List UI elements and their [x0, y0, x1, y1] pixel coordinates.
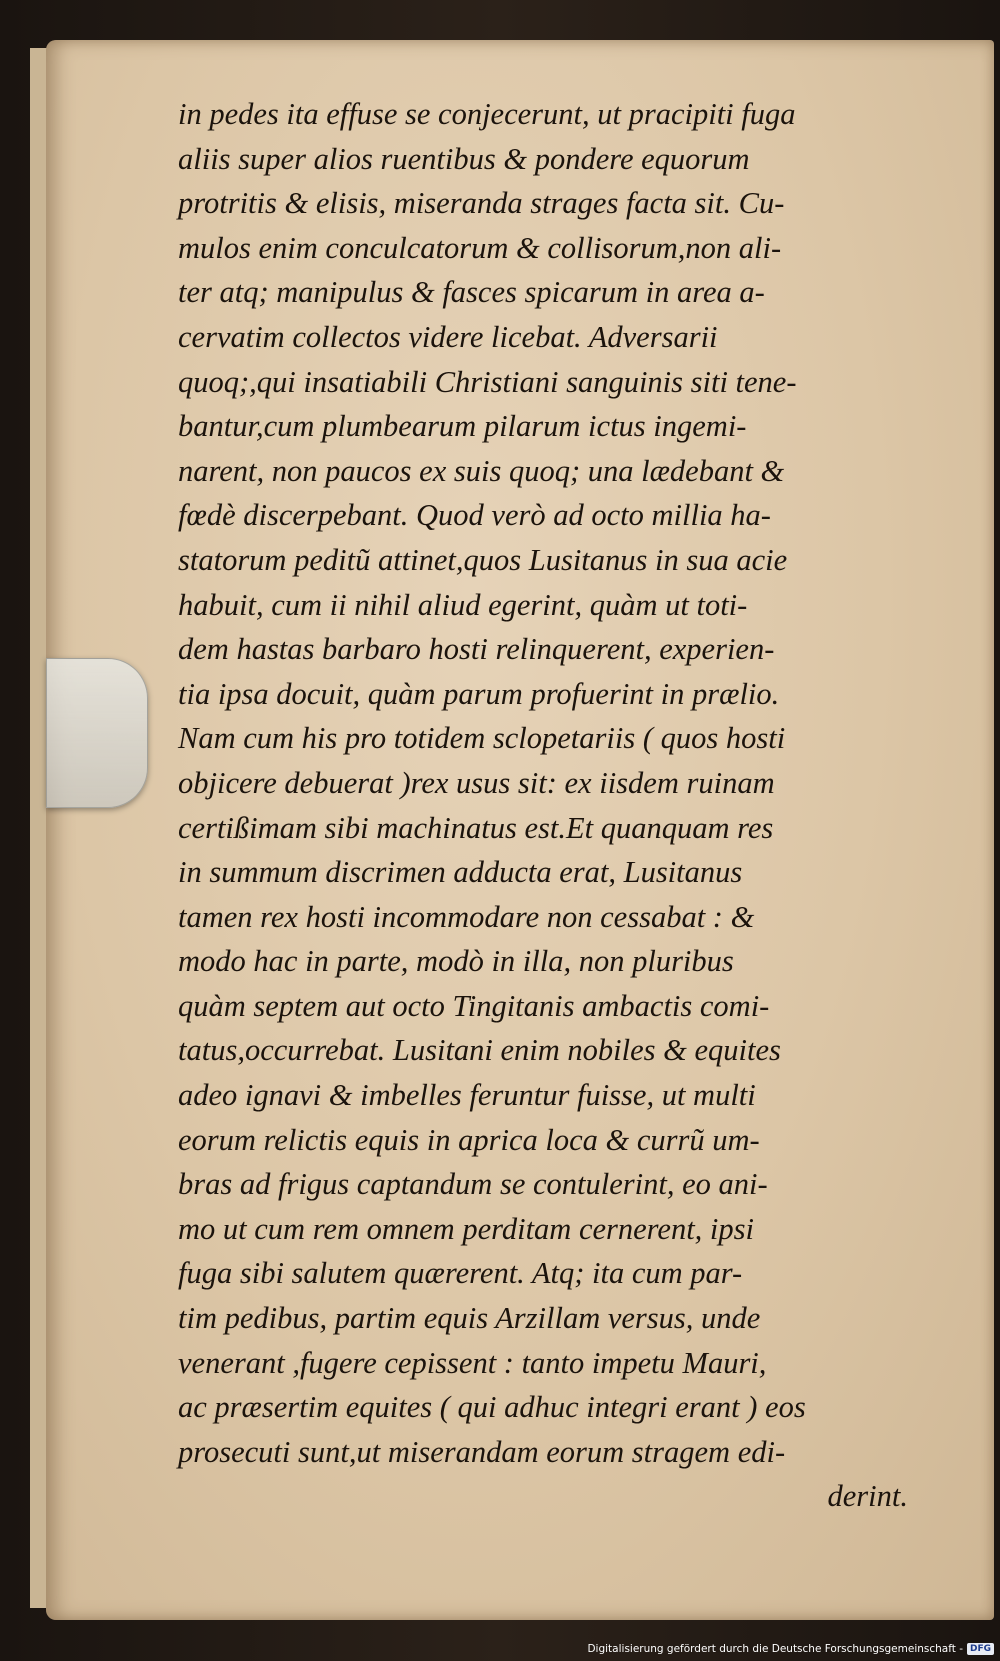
text-line: tamen rex hosti incommodare non cessabat : &: [178, 899, 755, 934]
text-line: tim pedibus, partim equis Arzillam versus, unde: [178, 1301, 761, 1336]
text-line: narent, non paucos ex suis quoq; una lædebant &: [178, 453, 785, 488]
text-line: in summum discrimen adducta erat, Lusitanus: [178, 855, 743, 890]
text-line: quoq;,qui insatiabili Christiani sanguinis siti tene-: [178, 364, 797, 399]
text-line: adeo ignavi & imbelles feruntur fuisse, ut multi: [178, 1078, 756, 1113]
credit-text: Digitalisierung gefördert durch die Deutsche Forschungsgemeinschaft -: [587, 1643, 963, 1655]
text-line: ac præsertim equites ( qui adhuc integri erant ) eos: [178, 1390, 806, 1425]
text-line: prosecuti sunt,ut miserandam eorum stragem edi-: [178, 1434, 786, 1469]
text-line: aliis super alios ruentibus & pondere equorum: [178, 141, 750, 176]
text-line: ter atq; manipulus & fasces spicarum in area a-: [178, 275, 765, 310]
text-line: bantur,cum plumbearum pilarum ictus ingemi-: [178, 409, 747, 444]
page-clip: [46, 658, 148, 808]
text-line: fuga sibi salutem quærerent. Atq; ita cum par-: [178, 1256, 743, 1291]
text-line: statorum peditũ attinet,quos Lusitanus in sua acie: [178, 542, 788, 577]
text-line: in pedes ita effuse se conjecerunt, ut pracipiti fuga: [178, 97, 796, 131]
text-line: mo ut cum rem omnem perditam cernerent, ipsi: [178, 1211, 755, 1246]
digitization-credit: [587, 1643, 994, 1655]
text-line: dem hastas barbaro hosti relinquerent, experien-: [178, 632, 775, 667]
text-line: tatus,occurrebat. Lusitani enim nobiles & equites: [178, 1033, 781, 1068]
text-line: cervatim collectos videre licebat. Adversarii: [178, 319, 718, 354]
text-line: habuit, cum ii nihil aliud egerint, quàm ut toti-: [178, 587, 748, 622]
text-line: fœdè discerpebant. Quod verò ad octo millia ha-: [178, 498, 771, 533]
text-line: quàm septem aut octo Tingitanis ambactis comi-: [178, 988, 770, 1023]
text-line: Nam cum his pro totidem sclopetariis ( quos hosti: [178, 721, 786, 756]
text-line: tia ipsa docuit, quàm parum profuerint in prælio.: [178, 676, 780, 711]
catchword: derint.: [827, 1479, 908, 1514]
text-line: mulos enim conculcatorum & collisorum,non ali-: [178, 230, 782, 265]
dfg-logo: DFG: [967, 1643, 994, 1655]
text-line: protritis & elisis, miseranda strages facta sit. Cu-: [178, 186, 785, 221]
text-line: certißimam sibi machinatus est.Et quanquam res: [178, 810, 774, 845]
text-line: objicere debuerat )rex usus sit: ex iisdem ruinam: [178, 765, 775, 800]
text-line: bras ad frigus captandum se contulerint, eo ani-: [178, 1167, 768, 1202]
text-line: venerant ,fugere cepissent : tanto impetu Mauri,: [178, 1345, 767, 1380]
page-text: [178, 92, 938, 1519]
text-line: eorum relictis equis in aprica loca & currũ um-: [178, 1122, 760, 1157]
text-line: modo hac in parte, modò in illa, non pluribus: [178, 944, 734, 979]
